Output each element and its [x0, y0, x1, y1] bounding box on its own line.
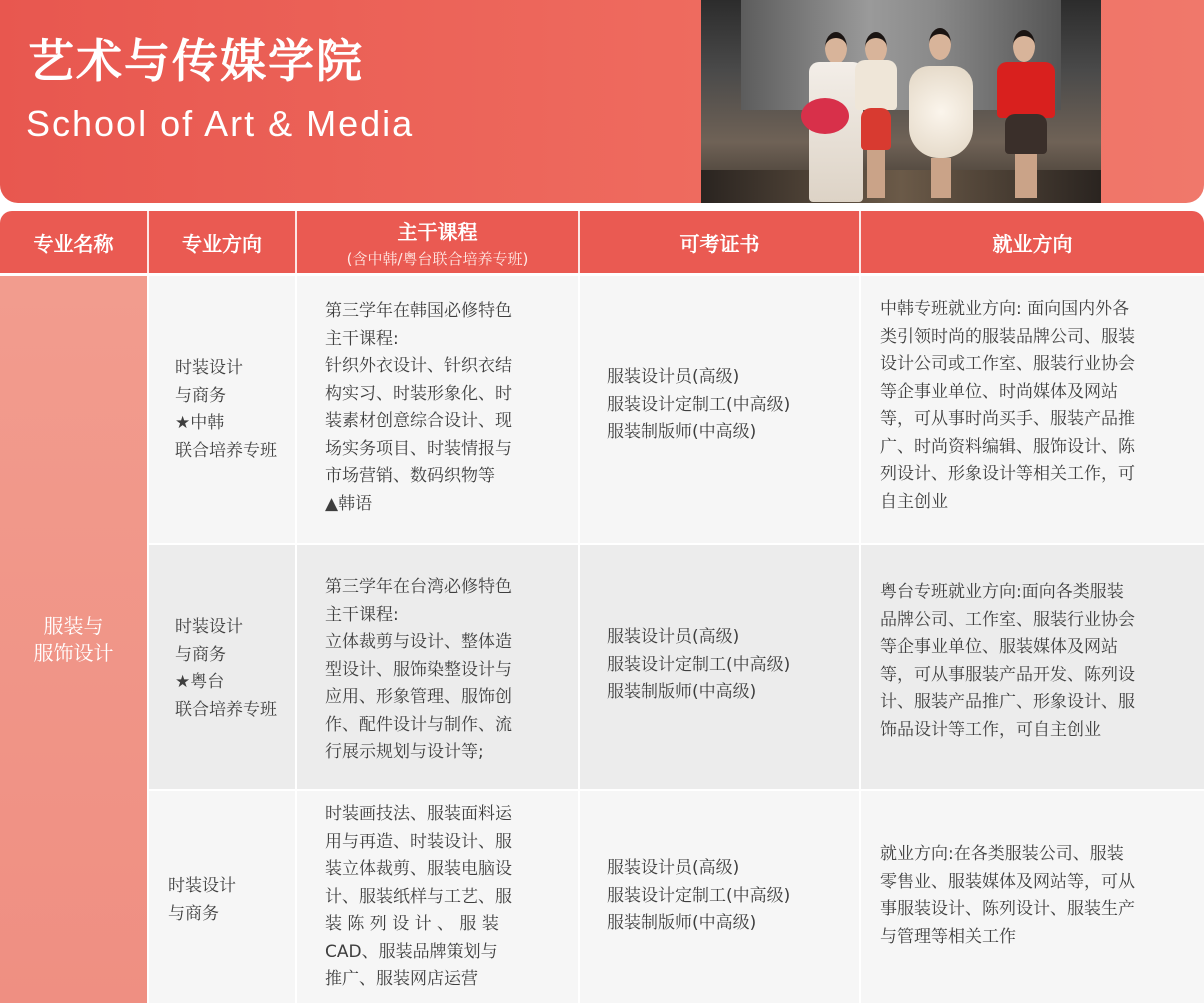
column-header-label: 专业方向 — [182, 231, 262, 256]
column-divider — [147, 276, 149, 1003]
column-header-label: 专业名称 — [33, 231, 114, 256]
direction-cell: 时装设计 与商务 — [168, 876, 236, 924]
employment-cell: 粤台专班就业方向:面向各类服装 品牌公司、工作室、服装行业协会 等企事业单位、服装媒体及网站 等，可从事服装产品开发、陈列设 计、服装产品推广、形象设计、服 饰品设计等工作，可自主创业 — [880, 582, 1135, 740]
column-header-label: 主干课程 — [397, 219, 478, 244]
column-divider — [859, 276, 861, 1003]
row-divider — [149, 543, 1204, 545]
column-header-label: 就业方向 — [992, 231, 1073, 256]
major-name: 服装与 服饰设计 — [33, 613, 114, 665]
column-header-courses — [297, 211, 578, 273]
page-title: 艺术与传媒学院 — [28, 34, 364, 88]
column-header-sublabel: (含中韩/粤台联合培养专班) — [346, 249, 529, 268]
courses-cell: 第三学年在台湾必修特色 主干课程: 立体裁剪与设计、整体造 型设计、服饰染整设计与 应用、形象管理、服饰创 作、配件设计与制作、流 行展示规划与设计等; — [325, 577, 512, 762]
fashion-show-photo — [701, 0, 1101, 203]
column-header-major — [0, 211, 147, 273]
direction-cell: 时装设计 与商务 ★粤台 联合培养专班 — [175, 617, 277, 720]
courses-cell: 时装画技法、服装面料运 用与再造、时装设计、服 装立体裁剪、服装电脑设 计、服装纸样与工艺、服 装 陈 列 设 计 、 服 装 CAD、服装品牌策划与 推广、服装网店运营 — [325, 804, 512, 989]
major-name-cell — [0, 276, 147, 1003]
column-header-employment — [861, 211, 1204, 273]
model-figure — [851, 18, 901, 198]
certificates-cell: 服装设计员(高级) 服装设计定制工(中高级) 服装制版师(中高级) — [607, 367, 791, 442]
certificates-cell: 服装设计员(高级) 服装设计定制工(中高级) 服装制版师(中高级) — [607, 627, 791, 702]
direction-cell: 时装设计 与商务 ★中韩 联合培养专班 — [175, 358, 277, 461]
employment-cell: 就业方向:在各类服装公司、服装 零售业、服装媒体及网站等，可从 事服装设计、陈列设计、服装生产 与管理等相关工作 — [880, 844, 1135, 947]
column-header-label: 可考证书 — [679, 231, 760, 256]
employment-cell: 中韩专班就业方向: 面向国内外各 类引领时尚的服装品牌公司、服装 设计公司或工作室、服装行业协会 等企事业单位、时尚媒体及网站 等，可从事时尚买手、服装产品推 广、时尚资料编辑、服饰设计、陈 列设计、形象设计等相关工作，可 自主创业 — [880, 299, 1135, 512]
model-figure — [901, 18, 981, 198]
certificates-cell: 服装设计员(高级) 服装设计定制工(中高级) 服装制版师(中高级) — [607, 858, 791, 933]
column-divider — [578, 276, 580, 1003]
column-header-direction — [149, 211, 295, 273]
column-divider — [295, 276, 297, 1003]
column-header-certificates — [580, 211, 859, 273]
model-figure — [991, 18, 1061, 198]
courses-cell: 第三学年在韩国必修特色 主干课程: 针织外衣设计、针织衣结 构实习、时装形象化、时 装素材创意综合设计、现 场实务项目、时装情报与 市场营销、数码织物等 ▲韩语 — [325, 301, 512, 514]
page-subtitle: School of Art & Media — [26, 103, 415, 144]
row-divider — [149, 789, 1204, 791]
